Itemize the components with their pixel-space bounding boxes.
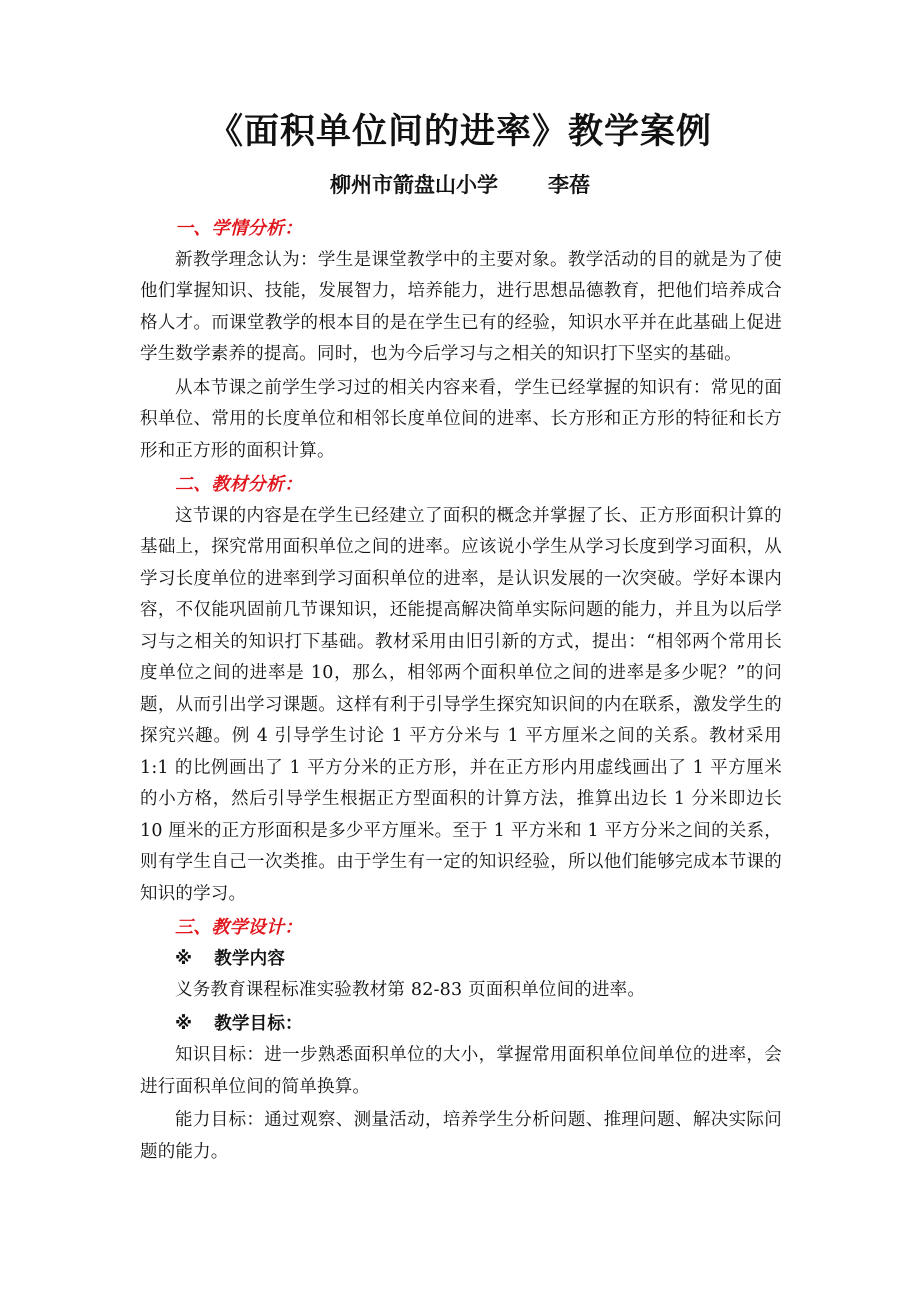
school-name: 柳州市箭盘山小学 — [330, 173, 498, 197]
section-heading-learning-analysis: 一、学情分析： — [175, 218, 303, 239]
subheading-label: 教学目标： — [214, 1013, 303, 1034]
reference-mark-icon: ※ — [175, 948, 193, 969]
subheading-teaching-content — [175, 944, 782, 976]
document-body — [140, 213, 782, 1168]
paragraph: 从本节课之前学生学习过的相关内容来看，学生已经掌握的知识有：常见的面积单位、常用的长度单位和相邻长度单位间的进率、长方形和正方形的特征和长方形和正方形的面积计算。 — [140, 377, 782, 461]
paragraph: 义务教育课程标准实验教材第 82-83 页面积单位间的进率。 — [175, 980, 646, 1000]
paragraph: 这节课的内容是在学生已经建立了面积的概念并掌握了长、正方形面积计算的基础上，探究常用面积单位之间的进率。应该说小学生从学习长度到学习面积，从学习长度单位的进率到学习面积单位的进率，是认识发展的一次突破。学好本课内容，不仅能巩固前几节课知识，还能提高解决简单实际问题的能力，并且为以后学习与之相关的知识打下基础。教材采用由旧引新的方式，提出：“相邻两个常用长度单位之间的进率是 10，那么，相邻两个面积单位之间的进率是多少呢？”的问题，从而引出学习课题。这样有利于引导学生探究知识间的内在联系，激发学生的探究兴趣。例 4 引导学生讨论 1 平方分米与 1 平方厘米之间的关系。教材采用 1:1 的比例画出了 1 平方分米的正方形，并在正方形内用虚线画出了 1 平方厘米的小方格，然后引导学生根据正方型面积的计算方法，推算出边长 1 分米即边长 10 厘米的正方形面积是多少平方厘米。至于 1 平方米和 1 平方分米之间的关系，则有学生自己一次类推。由于学生有一定的知识经验，所以他们能够完成本节课的知识的学习。 — [140, 505, 782, 904]
section-heading-textbook-analysis: 二、教材分析： — [175, 474, 303, 495]
reference-mark-icon: ※ — [175, 1013, 193, 1034]
author-line — [0, 170, 920, 200]
subheading-teaching-goals — [175, 1009, 782, 1041]
section-heading-teaching-design: 三、教学设计： — [175, 917, 303, 938]
paragraph: 新教学理念认为：学生是课堂教学中的主要对象。教学活动的目的就是为了使他们掌握知识、技能，发展智力，培养能力，进行思想品德教育，把他们培养成合格人才。而课堂教学的根本目的是在学生已有的经验，知识水平并在此基础上促进学生数学素养的提高。同时，也为今后学习与之相关的知识打下坚实的基础。 — [140, 249, 782, 364]
author-name: 李蓓 — [548, 173, 590, 197]
paragraph: 知识目标：进一步熟悉面积单位的大小，掌握常用面积单位间单位的进率，会进行面积单位间的简单换算。 — [140, 1045, 782, 1097]
paragraph: 能力目标：通过观察、测量活动，培养学生分析问题、推理问题、解决实际问题的能力。 — [140, 1110, 782, 1162]
subheading-label: 教学内容 — [214, 948, 286, 969]
document-title: 《面积单位间的进率》教学案例 — [207, 112, 712, 152]
